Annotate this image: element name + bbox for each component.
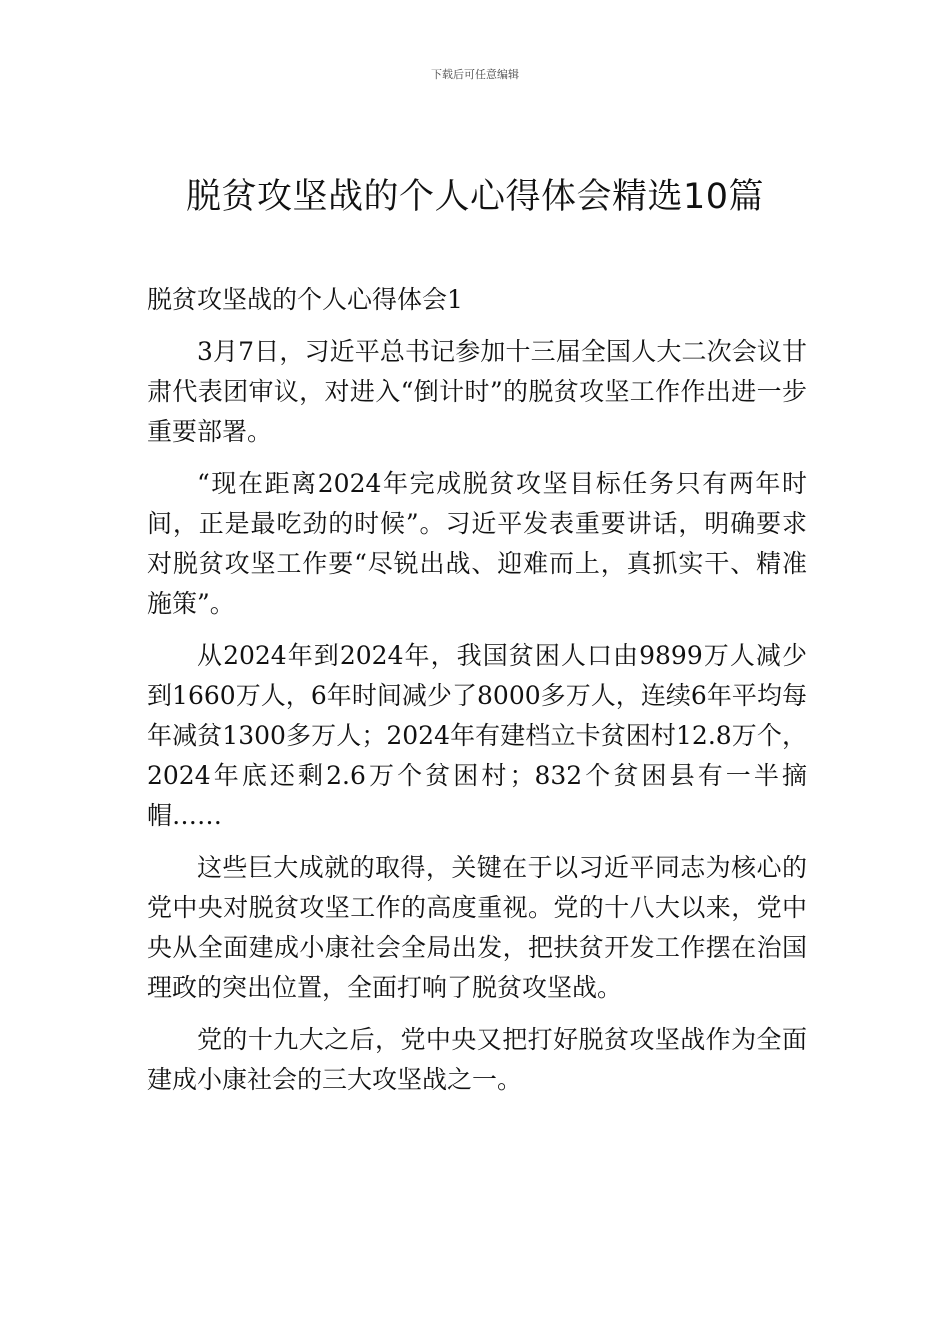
paragraph-4: 这些巨大成就的取得，关键在于以习近平同志为核心的党中央对脱贫攻坚工作的高度重视。党的十八大以来，党中央从全面建成小康社会全局出发，把扶贫开发工作摆在治国理政的突出位置，全面打响了脱贫攻坚战。 [147, 853, 807, 1002]
document-title: 脱贫攻坚战的个人心得体会精选10篇 [185, 177, 765, 217]
header-note: 下载后可任意编辑 [431, 68, 519, 81]
paragraph-1: 3月7日，习近平总书记参加十三届全国人大二次会议甘肃代表团审议，对进入“倒计时”的脱贫攻坚工作作出进一步重要部署。 [147, 337, 807, 446]
paragraph-5: 党的十九大之后，党中央又把打好脱贫攻坚战作为全面建成小康社会的三大攻坚战之一。 [147, 1025, 807, 1094]
document-body [147, 280, 807, 1112]
section-heading: 脱贫攻坚战的个人心得体会1 [147, 285, 463, 314]
paragraph-3: 从2024年到2024年，我国贫困人口由9899万人减少到1660万人，6年时间减少了8000多万人，连续6年平均每年减贫1300多万人；2024年有建档立卡贫困村12.8万个，2024年底还剩2.6万个贫困村；832个贫困县有一半摘帽…… [147, 641, 807, 830]
paragraph-2: “现在距离2024年完成脱贫攻坚目标任务只有两年时间，正是最吃劲的时候”。习近平发表重要讲话，明确要求对脱贫攻坚工作要“尽锐出战、迎难而上，真抓实干、精准施策”。 [147, 469, 807, 618]
